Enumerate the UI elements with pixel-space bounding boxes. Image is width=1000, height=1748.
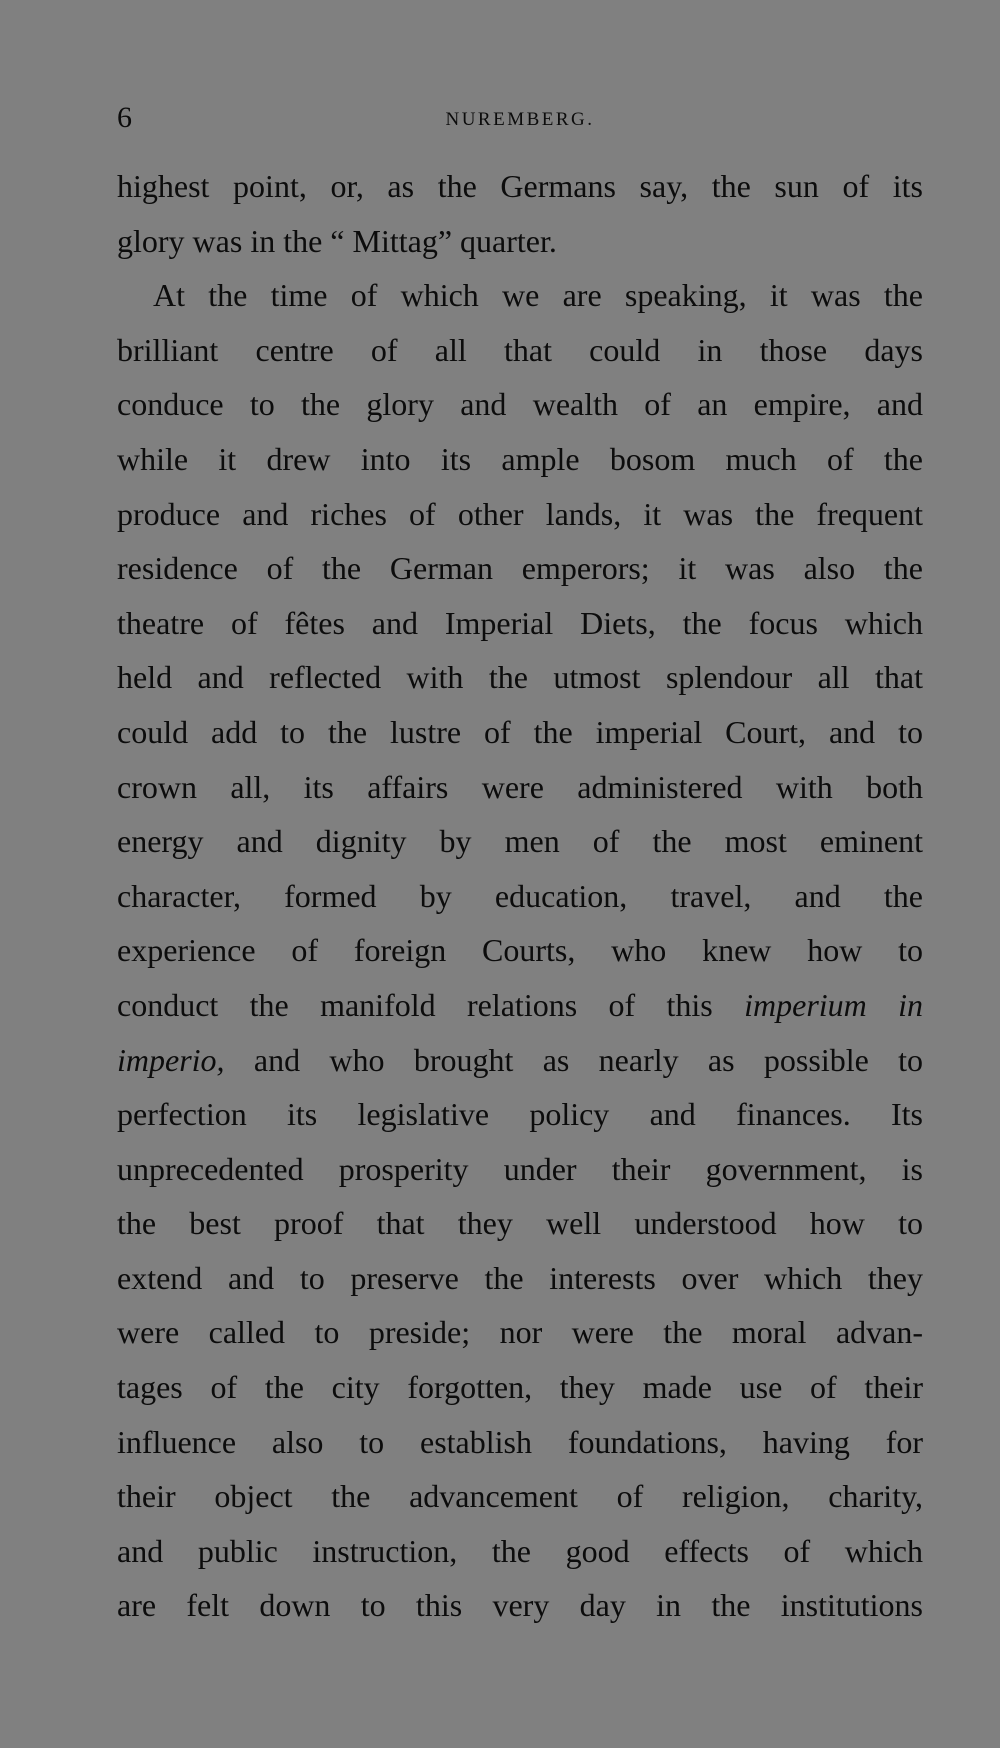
text-line: crown all, its affairs were administered with both <box>117 768 923 805</box>
text-line: and public instruction, the good effects of which <box>117 1532 923 1569</box>
text-line-mixed <box>117 1033 923 1088</box>
text-line: the best proof that they well understood how to <box>117 1205 923 1242</box>
page-number: 6 <box>117 101 132 134</box>
running-head <box>117 98 923 138</box>
text-line: produce and riches of other lands, it was the frequent <box>117 495 923 532</box>
text-line: their object the advancement of religion, charity, <box>117 1478 923 1515</box>
text-line: unprecedented prosperity under their government, is <box>117 1150 923 1187</box>
text-segment: conduct the manifold relations of this <box>117 986 713 1023</box>
running-title: NUREMBERG. <box>445 109 595 130</box>
text-line: extend and to preserve the interests over which they <box>117 1259 923 1296</box>
italic-phrase: imperium in <box>744 986 923 1023</box>
text-line: brilliant centre of all that could in those days <box>117 331 923 368</box>
text-line: theatre of fêtes and Imperial Diets, the focus which <box>117 604 923 641</box>
body-text <box>117 159 923 1633</box>
text-segment: and who brought as nearly as possible to <box>253 1041 923 1078</box>
text-line: conduce to the glory and wealth of an empire, and <box>117 386 923 423</box>
text-line: experience of foreign Courts, who knew how to <box>117 932 923 969</box>
text-line: were called to preside; nor were the moral advan- <box>117 1314 923 1351</box>
italic-phrase: imperio, <box>117 1041 225 1078</box>
text-line: residence of the German emperors; it was also the <box>117 550 923 587</box>
text-line: glory was in the “ Mittag” quarter. <box>117 222 557 259</box>
text-line: while it drew into its ample bosom much of the <box>117 440 923 477</box>
text-line: influence also to establish foundations, having for <box>117 1423 923 1460</box>
text-line: are felt down to this very day in the institutions <box>117 1587 923 1624</box>
text-line: energy and dignity by men of the most eminent <box>117 823 923 860</box>
text-line: tages of the city forgotten, they made use of their <box>117 1369 923 1406</box>
text-line-mixed <box>117 978 923 1033</box>
text-line: highest point, or, as the Germans say, the sun of its <box>117 168 923 204</box>
text-line: perfection its legislative policy and finances. Its <box>117 1096 923 1133</box>
text-line: At the time of which we are speaking, it was the <box>153 277 923 314</box>
text-line: character, formed by education, travel, and the <box>117 877 923 914</box>
text-line: held and reflected with the utmost splendour all that <box>117 659 923 696</box>
text-line: could add to the lustre of the imperial Court, and to <box>117 713 923 750</box>
